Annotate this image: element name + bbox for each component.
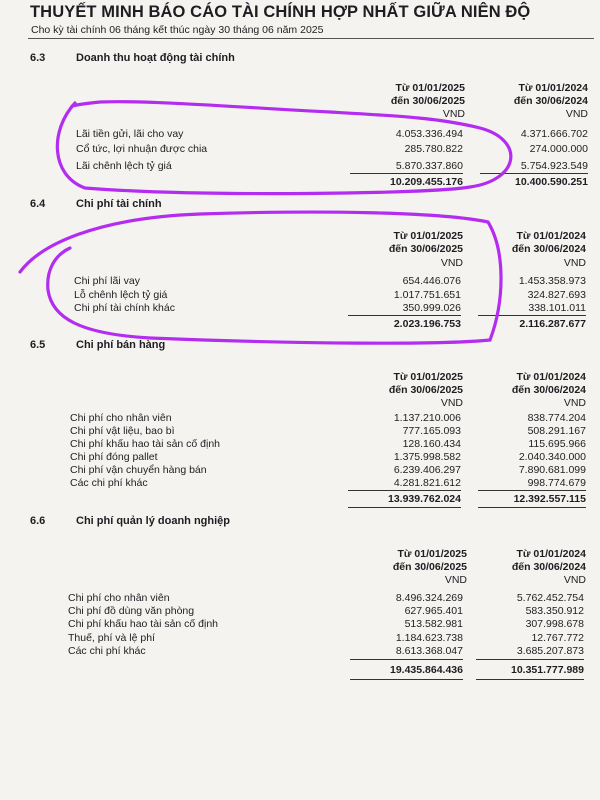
- row-label: Chi phí khấu hao tài sản cố định: [70, 438, 221, 450]
- value-previous: 307.998.678: [525, 618, 584, 630]
- total-current: 13.939.762.024: [388, 493, 461, 505]
- subtotal-line: [350, 659, 463, 660]
- unit-label: VND: [563, 397, 586, 409]
- value-previous: 1.453.358.973: [518, 275, 586, 287]
- total-current: 10.209.455.176: [390, 176, 463, 188]
- section-title: Doanh thu hoạt động tài chính: [76, 52, 235, 64]
- value-current: 8.496.324.269: [395, 592, 463, 604]
- unit-label: VND: [442, 108, 465, 120]
- row-label: Chi phí vật liệu, bao bì: [70, 425, 175, 437]
- section-number: 6.4: [30, 198, 46, 210]
- value-current: 128.160.434: [402, 438, 461, 450]
- column-header-previous: Từ 01/01/2024 đến 30/06/2024: [511, 371, 586, 396]
- value-previous: 324.827.693: [527, 289, 586, 301]
- value-current: 513.582.981: [404, 618, 463, 630]
- double-underline: [350, 679, 463, 680]
- value-previous: 5.754.923.549: [520, 160, 588, 172]
- value-previous: 2.040.340.000: [518, 451, 586, 463]
- value-current: 654.446.076: [402, 275, 461, 287]
- value-previous: 4.371.666.702: [520, 128, 588, 140]
- row-label: Cổ tức, lợi nhuận được chia: [76, 143, 208, 155]
- row-label: Các chi phí khác: [68, 645, 146, 657]
- value-current: 4.053.336.494: [395, 128, 463, 140]
- row-label: Chi phí lãi vay: [74, 275, 140, 287]
- section-title: Chi phí tài chính: [76, 198, 162, 210]
- section-title: Chi phí quản lý doanh nghiệp: [76, 515, 230, 527]
- subtotal-line: [348, 490, 461, 491]
- section-number: 6.5: [30, 339, 46, 351]
- document-subtitle: Cho kỳ tài chính 06 tháng kết thúc ngày 30 tháng 06 năm 2025: [31, 24, 324, 36]
- subtotal-line: [480, 173, 588, 174]
- row-label: Lãi tiền gửi, lãi cho vay: [76, 128, 184, 140]
- unit-label: VND: [444, 574, 467, 586]
- unit-label: VND: [440, 257, 463, 269]
- unit-label: VND: [563, 257, 586, 269]
- double-underline: [478, 507, 586, 508]
- subtotal-line: [350, 173, 463, 174]
- total-current: 2.023.196.753: [393, 318, 461, 330]
- column-header-previous: Từ 01/01/2024 đến 30/06/2024: [513, 82, 588, 107]
- value-current: 6.239.406.297: [393, 464, 461, 476]
- value-current: 1.137.210.006: [393, 412, 461, 424]
- total-previous: 10.351.777.989: [511, 664, 584, 676]
- subtotal-line: [478, 315, 586, 316]
- value-previous: 998.774.679: [527, 477, 586, 489]
- value-previous: 583.350.912: [525, 605, 584, 617]
- section-title: Chi phí bán hàng: [76, 339, 166, 351]
- column-header-previous: Từ 01/01/2024 đến 30/06/2024: [511, 548, 586, 573]
- subtotal-line: [476, 659, 584, 660]
- value-current: 8.613.368.047: [395, 645, 463, 657]
- column-header-previous: Từ 01/01/2024 đến 30/06/2024: [511, 230, 586, 255]
- value-current: 627.965.401: [404, 605, 463, 617]
- row-label: Chi phí khấu hao tài sản cố định: [68, 618, 219, 630]
- row-label: Chi phí đồ dùng văn phòng: [68, 605, 195, 617]
- row-label: Các chi phí khác: [70, 477, 148, 489]
- column-header-current: Từ 01/01/2025 đến 30/06/2025: [388, 371, 463, 396]
- subtotal-line: [478, 490, 586, 491]
- value-previous: 12.767.772: [531, 632, 584, 644]
- value-current: 1.017.751.651: [393, 289, 461, 301]
- value-previous: 274.000.000: [529, 143, 588, 155]
- total-previous: 2.116.287.677: [519, 318, 586, 330]
- unit-label: VND: [440, 397, 463, 409]
- value-previous: 7.890.681.099: [518, 464, 586, 476]
- total-previous: 10.400.590.251: [515, 176, 588, 188]
- value-current: 350.999.026: [402, 302, 461, 314]
- value-previous: 338.101.011: [528, 302, 586, 314]
- row-label: Lỗ chênh lệch tỷ giá: [74, 289, 168, 301]
- double-underline: [476, 679, 584, 680]
- row-label: Chi phí tài chính khác: [74, 302, 175, 314]
- double-underline: [348, 507, 461, 508]
- header-rule: [28, 38, 594, 39]
- row-label: Lãi chênh lệch tỷ giá: [76, 160, 172, 172]
- value-previous: 508.291.167: [527, 425, 586, 437]
- subtotal-line: [348, 315, 461, 316]
- unit-label: VND: [563, 574, 586, 586]
- column-header-current: Từ 01/01/2025 đến 30/06/2025: [392, 548, 467, 573]
- unit-label: VND: [565, 108, 588, 120]
- value-current: 285.780.822: [404, 143, 463, 155]
- row-label: Chi phí cho nhân viên: [68, 592, 170, 604]
- value-current: 5.870.337.860: [395, 160, 463, 172]
- section-number: 6.6: [30, 515, 46, 527]
- value-previous: 115.695.966: [528, 438, 586, 450]
- value-previous: 5.762.452.754: [516, 592, 584, 604]
- document-title: THUYẾT MINH BÁO CÁO TÀI CHÍNH HỢP NHẤT GIỮA NIÊN ĐỘ: [30, 3, 531, 21]
- column-header-current: Từ 01/01/2025 đến 30/06/2025: [388, 230, 463, 255]
- column-header-current: Từ 01/01/2025 đến 30/06/2025: [390, 82, 465, 107]
- total-previous: 12.392.557.115: [513, 493, 586, 505]
- row-label: Chi phí cho nhân viên: [70, 412, 172, 424]
- row-label: Chi phí đóng pallet: [70, 451, 158, 463]
- value-current: 777.165.093: [402, 425, 461, 437]
- value-current: 1.375.998.582: [393, 451, 461, 463]
- value-previous: 3.685.207.873: [516, 645, 584, 657]
- row-label: Thuế, phí và lệ phí: [68, 632, 155, 644]
- total-current: 19.435.864.436: [390, 664, 463, 676]
- row-label: Chi phí vận chuyển hàng bán: [70, 464, 207, 476]
- value-current: 4.281.821.612: [393, 477, 461, 489]
- section-number: 6.3: [30, 52, 46, 64]
- value-previous: 838.774.204: [527, 412, 586, 424]
- value-current: 1.184.623.738: [395, 632, 463, 644]
